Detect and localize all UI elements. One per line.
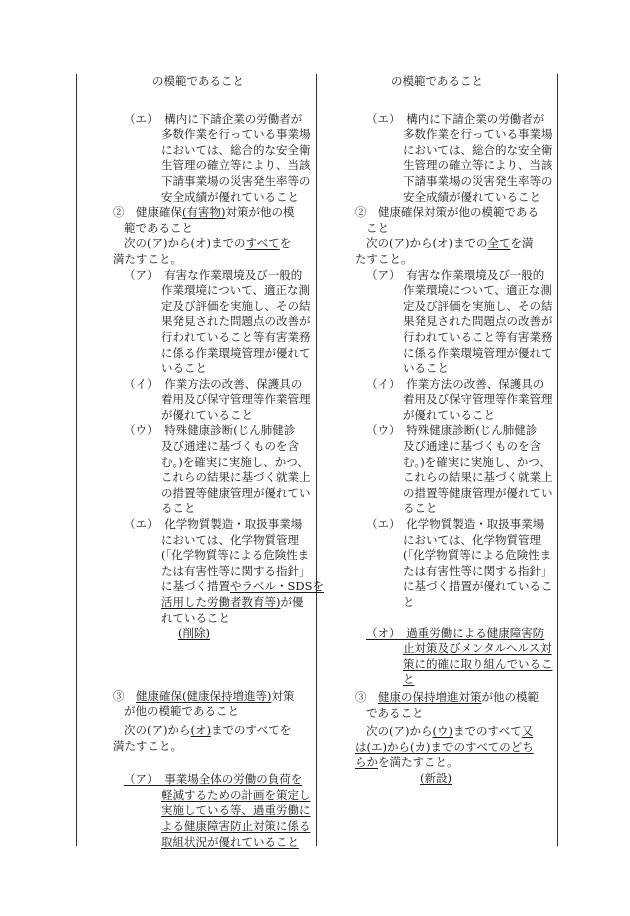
- item-e-subcontractor: （エ） 構内に下請企業の労働者が 多数作業を行っている事業場 においては、総合的な安全衛 生管理の確立等により、当該 下請事業場の災害発生率等の 安全成績が優れていること: [124, 111, 311, 204]
- section-2-heading: ② 健康確保対策が他の模範である こと: [355, 205, 539, 235]
- column-divider-middle: [316, 74, 317, 846]
- current-column: [318, 74, 558, 787]
- continuation-line: の模範であること: [152, 74, 244, 88]
- section-3-heading: ③ 健康確保(健康保持増進等)対策 が他の模範であること: [113, 688, 295, 719]
- item-e-chemical: （エ） 化学物質製造・取扱事業場 においては、化学物質管理 (「化学物質等による危険性ま たは有害性等に関する指針」 に基づく措置が優れているこ と: [366, 517, 553, 609]
- section-3-intro: 次の(ア)から(ウ)までのすべて又 は(エ)から(カ)までのすべてのどち らかを満たすこと。: [355, 724, 534, 770]
- item-a-work-environment: （ア） 有害な作業環境及び一般的 作業環境について、適正な測 定及び評価を実施し、その結 果発見された問題点の改善が 行われていること等有害業務 に係る作業環境管理が優れて いること: [124, 267, 311, 376]
- item-a-work-environment: （ア） 有害な作業環境及び一般的 作業環境について、適正な測 定及び評価を実施し、その結 果発見された問題点の改善が 行われていること等有害業務 に係る作業環境管理が優れて いること: [366, 267, 553, 376]
- section-2-intro: 次の(ア)から(オ)までのすべてを 満たすこと。: [113, 236, 292, 266]
- section-3-intro: 次の(ア)から(オ)までのすべてを 満たすこと。: [113, 722, 292, 753]
- section-2-intro: 次の(ア)から(オ)までの全てを満 たすこと。: [355, 236, 534, 266]
- section-3-heading: ③ 健康の保持増進対策が他の模範 であること: [355, 689, 539, 720]
- item-u-health-exam: （ウ） 特殊健康診断(じん肺健診 及び通達に基づくものを含 む。)を確実に実施し、かつ、 これらの結果に基づく就業上 の措置等健康管理が優れてい ること: [124, 423, 311, 516]
- item-o-overwork-mental-health: （オ） 過重労働による健康障害防 止対策及びメンタルヘルス対 策に的確に取り組んでいるこ と: [366, 625, 553, 687]
- revised-column: [76, 74, 324, 850]
- item-u-health-exam: （ウ） 特殊健康診断(じん肺健診 及び通達に基づくものを含 む。)を確実に実施し、かつ、 これらの結果に基づく就業上 の措置等健康管理が優れてい ること: [366, 423, 553, 516]
- item-e-subcontractor: （エ） 構内に下請企業の労働者が 多数作業を行っている事業場 においては、総合的な安全衛 生管理の確立等により、当該 下請事業場の災害発生率等の 安全成績が優れていること: [366, 111, 553, 204]
- item-a-overwork: （ア） 事業場全体の労働の負荷を 軽減するための計画を策定し 実施している等、過重労働に よる健康障害防止対策に係る 取組状況が優れていること: [124, 772, 311, 849]
- new-marker: (新設): [420, 770, 452, 785]
- item-e-chemical: （エ） 化学物質製造・取扱事業場 においては、化学物質管理 (「化学物質等による危険性ま たは有害性等に関する指針」 に基づく措置やラベル・SDSを 活用した労働者教育等)が優 れていること: [124, 517, 324, 625]
- continuation-line: の模範であること: [391, 74, 483, 88]
- deleted-marker: (削除): [178, 626, 210, 641]
- section-2-heading: ② 健康確保(有害物)対策が他の模 範であること: [113, 205, 295, 235]
- item-i-work-management: （イ） 作業方法の改善、保護具の 着用及び保守管理等作業管理 が優れていること: [366, 376, 553, 422]
- item-i-work-management: （イ） 作業方法の改善、保護具の 着用及び保守管理等作業管理 が優れていること: [124, 376, 311, 422]
